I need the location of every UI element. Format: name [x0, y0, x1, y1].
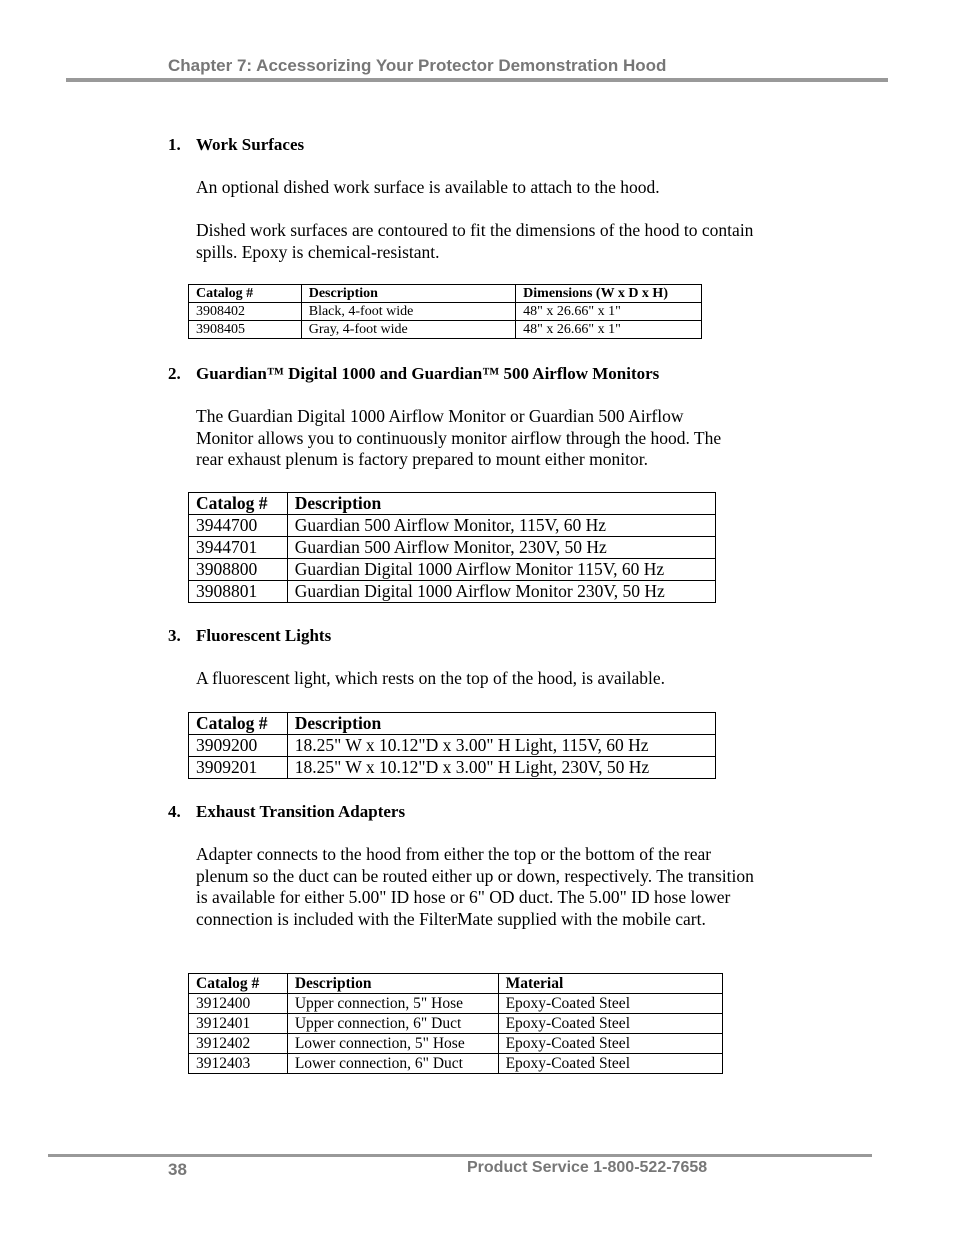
table-cell: Upper connection, 5" Hose	[287, 994, 498, 1014]
table-cell: 3912401	[189, 1014, 288, 1034]
section-title: Exhaust Transition Adapters	[196, 802, 406, 821]
table-cell: 48" x 26.66" x 1"	[516, 321, 702, 339]
table-cell: 3912402	[189, 1034, 288, 1054]
table-cell: Guardian Digital 1000 Airflow Monitor 230V, 50 Hz	[287, 581, 715, 603]
table-header-cell: Material	[498, 974, 722, 994]
table-cell: Gray, 4-foot wide	[301, 321, 515, 339]
table-row	[189, 1034, 723, 1054]
section-heading-airflow-monitors	[168, 364, 659, 384]
table-cell: Epoxy-Coated Steel	[498, 1034, 722, 1054]
table-header-cell: Description	[287, 974, 498, 994]
table-cell: 3908405	[189, 321, 302, 339]
airflow-monitors-table	[188, 492, 716, 603]
table-header-row	[189, 974, 723, 994]
section-heading-fluorescent-lights	[168, 626, 331, 646]
chapter-title: Chapter 7: Accessorizing Your Protector Demonstration Hood	[168, 56, 667, 75]
table-cell: Guardian 500 Airflow Monitor, 115V, 60 Hz	[287, 515, 715, 537]
table-cell: Lower connection, 5" Hose	[287, 1034, 498, 1054]
table-header-row	[189, 493, 716, 515]
header-rule	[66, 78, 888, 82]
table-cell: 3944700	[189, 515, 288, 537]
section-title: Work Surfaces	[196, 135, 305, 154]
table-row	[189, 559, 716, 581]
table-cell: Black, 4-foot wide	[301, 303, 515, 321]
table-row	[189, 1014, 723, 1034]
product-service-phone: Product Service 1-800-522-7658	[467, 1159, 708, 1176]
table-cell: 3908801	[189, 581, 288, 603]
section-number: 2.	[168, 364, 181, 383]
table-cell: Epoxy-Coated Steel	[498, 1014, 722, 1034]
table-cell: 18.25" W x 10.12"D x 3.00" H Light, 115V, 60 Hz	[287, 735, 715, 757]
section-title: Guardian™ Digital 1000 and Guardian™ 500 Airflow Monitors	[196, 364, 660, 383]
table-header-cell: Description	[287, 713, 715, 735]
table-row	[189, 321, 702, 339]
table-row	[189, 537, 716, 559]
table-cell: Guardian Digital 1000 Airflow Monitor 115V, 60 Hz	[287, 559, 715, 581]
table-header-cell: Catalog #	[189, 713, 288, 735]
table-header-row	[189, 285, 702, 303]
work-surfaces-table	[188, 284, 702, 339]
table-cell: 18.25" W x 10.12"D x 3.00" H Light, 230V, 50 Hz	[287, 757, 715, 779]
table-cell: 3912400	[189, 994, 288, 1014]
table-cell: 3909201	[189, 757, 288, 779]
paragraph: The Guardian Digital 1000 Airflow Monitor or Guardian 500 Airflow Monitor allows you to continuously monitor airflow through the hood. The rear exhaust plenum is factory prepared to mount either monitor.	[196, 406, 722, 469]
table-header-cell: Description	[287, 493, 715, 515]
footer-rule	[48, 1154, 872, 1157]
table-header-cell: Catalog #	[189, 285, 302, 303]
table-row	[189, 581, 716, 603]
fluorescent-lights-table	[188, 712, 716, 779]
section-heading-exhaust-adapters	[168, 802, 405, 822]
section-number: 4.	[168, 802, 181, 821]
page-number: 38	[168, 1160, 187, 1179]
paragraph: A fluorescent light, which rests on the top of the hood, is available.	[196, 668, 665, 688]
table-header-cell: Catalog #	[189, 974, 288, 994]
table-row	[189, 1054, 723, 1074]
table-cell: Epoxy-Coated Steel	[498, 1054, 722, 1074]
table-header-cell: Catalog #	[189, 493, 288, 515]
table-cell: 48" x 26.66" x 1"	[516, 303, 702, 321]
table-row	[189, 735, 716, 757]
table-cell: Lower connection, 6" Duct	[287, 1054, 498, 1074]
paragraph: Dished work surfaces are contoured to fit the dimensions of the hood to contain spills. Epoxy is chemical-resistant.	[196, 220, 754, 262]
table-cell: Epoxy-Coated Steel	[498, 994, 722, 1014]
table-cell: 3908402	[189, 303, 302, 321]
table-cell: 3944701	[189, 537, 288, 559]
section-heading-work-surfaces	[168, 135, 304, 155]
table-row	[189, 757, 716, 779]
section-title: Fluorescent Lights	[196, 626, 332, 645]
table-cell: Upper connection, 6" Duct	[287, 1014, 498, 1034]
table-header-cell: Dimensions (W x D x H)	[516, 285, 702, 303]
paragraph: Adapter connects to the hood from either the top or the bottom of the rear plenum so the duct can be routed either up or down, respectively. The transition is available for either 5.00" ID hose or 6" OD duct. The 5.00" ID hose lower connection is included with the FilterMate supplied with the mobile cart.	[196, 844, 754, 929]
table-cell: Guardian 500 Airflow Monitor, 230V, 50 Hz	[287, 537, 715, 559]
paragraph: An optional dished work surface is available to attach to the hood.	[196, 177, 660, 197]
table-cell: 3909200	[189, 735, 288, 757]
section-number: 3.	[168, 626, 181, 645]
table-cell: 3912403	[189, 1054, 288, 1074]
table-header-row	[189, 713, 716, 735]
table-row	[189, 994, 723, 1014]
section-number: 1.	[168, 135, 181, 154]
exhaust-adapters-table	[188, 973, 723, 1074]
table-header-cell: Description	[301, 285, 515, 303]
table-cell: 3908800	[189, 559, 288, 581]
table-row	[189, 515, 716, 537]
table-row	[189, 303, 702, 321]
